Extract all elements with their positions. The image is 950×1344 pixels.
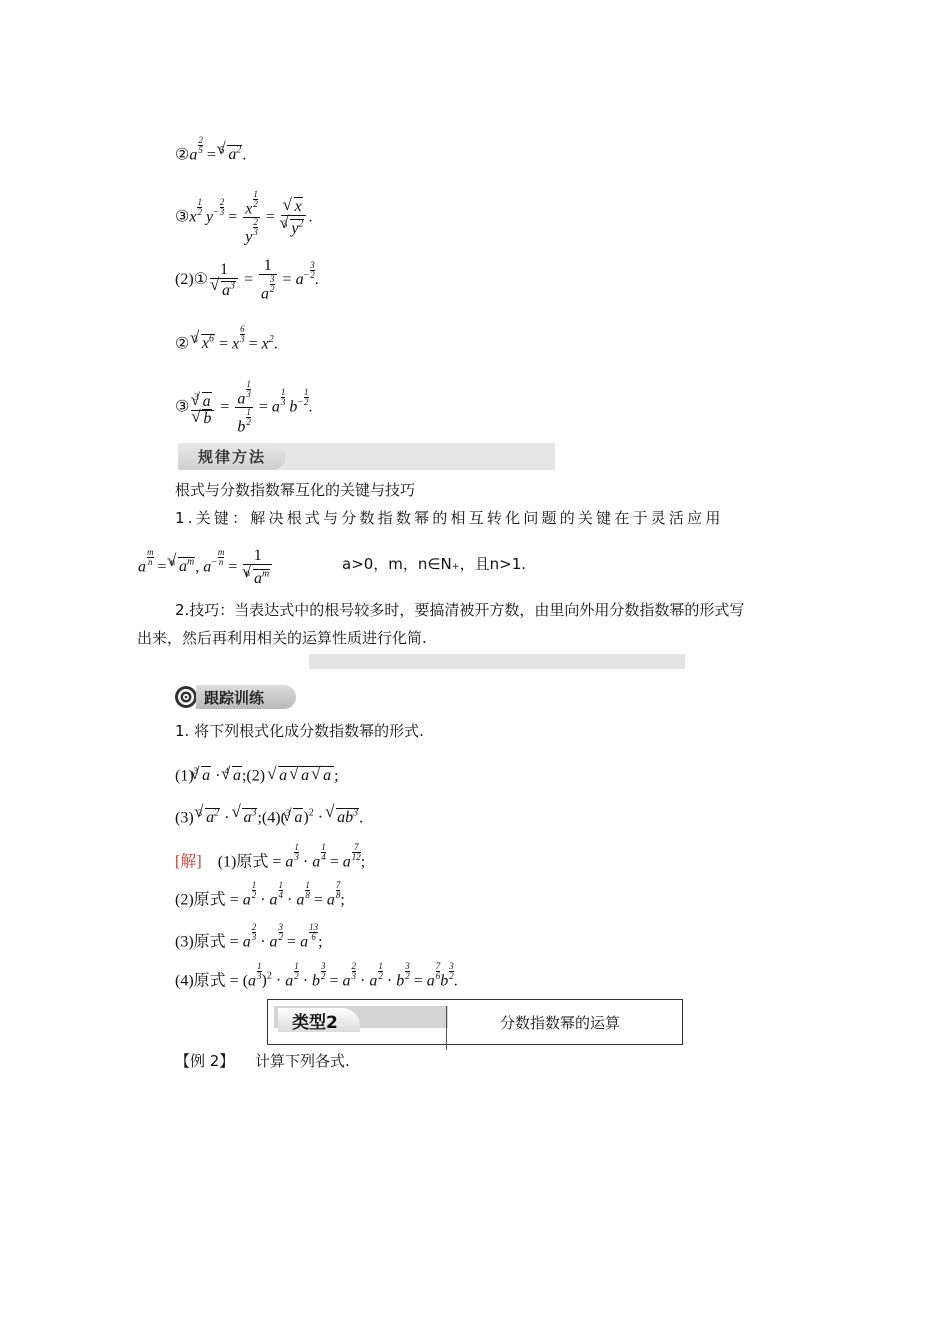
formula-c3: ③x $\frac{1}{2}$ y− $\frac{2}{3}$ = x $\frac{1}{2}$ y $\frac{2}{3}$ = √ $\frac{x}{^3√ y^2}$ . xyxy=(175,190,312,246)
method-item-2-line-1: 2.技巧：当表达式中的根号较多时，要搞清被开方数，由里向外用分数指数幂的形式写 xyxy=(175,601,745,619)
method-item-1-condition: a>0，m，n∈N₊，且n>1. xyxy=(342,555,527,573)
formula-p2-1: (2)① 1 √ $a^3$ = 1 a $\frac{3}{2}$ = a− $\frac{3}{2}$ . xyxy=(175,258,319,302)
formula-definition: a $\frac{m}{n}$ = $^n$√ $a^m$, a− $\frac{m}{n}$ = $\frac{1}{^n√ a^m}$ xyxy=(138,548,274,587)
solution-label: [解] xyxy=(175,853,202,871)
solution-1: [解] (1)原式 = a $\frac{1}{3}$ · a $\frac{1}{4}$ = a $\frac{7}{12}$ ; xyxy=(175,842,366,871)
practice-items-3-4: (3) $^3$√ $a^2$ · √ $a^3;(4)(^3√$ a)$^2$ · √ $ab^3$. xyxy=(175,802,363,829)
type-2-title: 分数指数幂的运算 xyxy=(500,1014,621,1032)
solution-2: (2)原式 = a $\frac{1}{2}$ · a $\frac{1}{4}$ · a $\frac{1}{8}$ = a $\frac{7}{8}$ ; xyxy=(175,880,345,909)
method-heading: 根式与分数指数幂互化的关键与技巧 xyxy=(175,481,416,499)
method-item-1: 1.关键：解决根式与分数指数幂的相互转化问题的关键在于灵活应用 xyxy=(175,509,724,527)
practice-question-1: 1. 将下列根式化成分数指数幂的形式. xyxy=(175,722,424,740)
method-item-2-line-2: 出来，然后再利用相关的运算性质进行化简. xyxy=(137,629,427,647)
practice-items-1-2: $(1)^3√$ a · $^4$√ a;(2) √ a √ a √ a ; xyxy=(175,760,339,787)
formula-c2: ②a $\frac{2}{5}$ = $^5$√ $a^2$. xyxy=(175,136,246,166)
solution-4: (4)原式 = (a $\frac{1}{3}$ )$^2$ · a $\frac{1}{2}$ · b $\frac{3}{2}$ = a $\frac{2}{3}$ · a $\frac{1}{2}$ · b $\frac{3}{2}$ = a $\frac{7}{6}$ b $\frac{3}{2}$ . xyxy=(175,961,458,990)
target-icon xyxy=(174,685,198,709)
type-2-header xyxy=(267,999,683,1045)
section-divider xyxy=(309,654,685,669)
example-text: 计算下列各式. xyxy=(255,1052,350,1070)
formula-p2-2: ② $^3$√ $x^6 = x$ $\frac{6}{3}$ = $x^2$. xyxy=(175,325,278,355)
solution-3: (3)原式 = a $\frac{2}{3}$ · a $\frac{3}{2}$ = a $\frac{13}{6}$ ; xyxy=(175,922,323,951)
example-label: 【例 2】 xyxy=(175,1052,235,1070)
method-banner-label: 规律方法 xyxy=(178,443,286,470)
type-2-tag: 类型2 xyxy=(278,1008,360,1032)
practice-banner xyxy=(174,685,296,709)
practice-banner-label: 跟踪训练 xyxy=(196,685,296,709)
method-banner xyxy=(178,443,555,470)
formula-p2-3: ③ $^3$√ a √ b = a $\frac{1}{3}$ b $\frac{1}{2}$ = a $\frac{1}{3}$ b− $\frac{1}{2}$ . xyxy=(175,380,313,436)
